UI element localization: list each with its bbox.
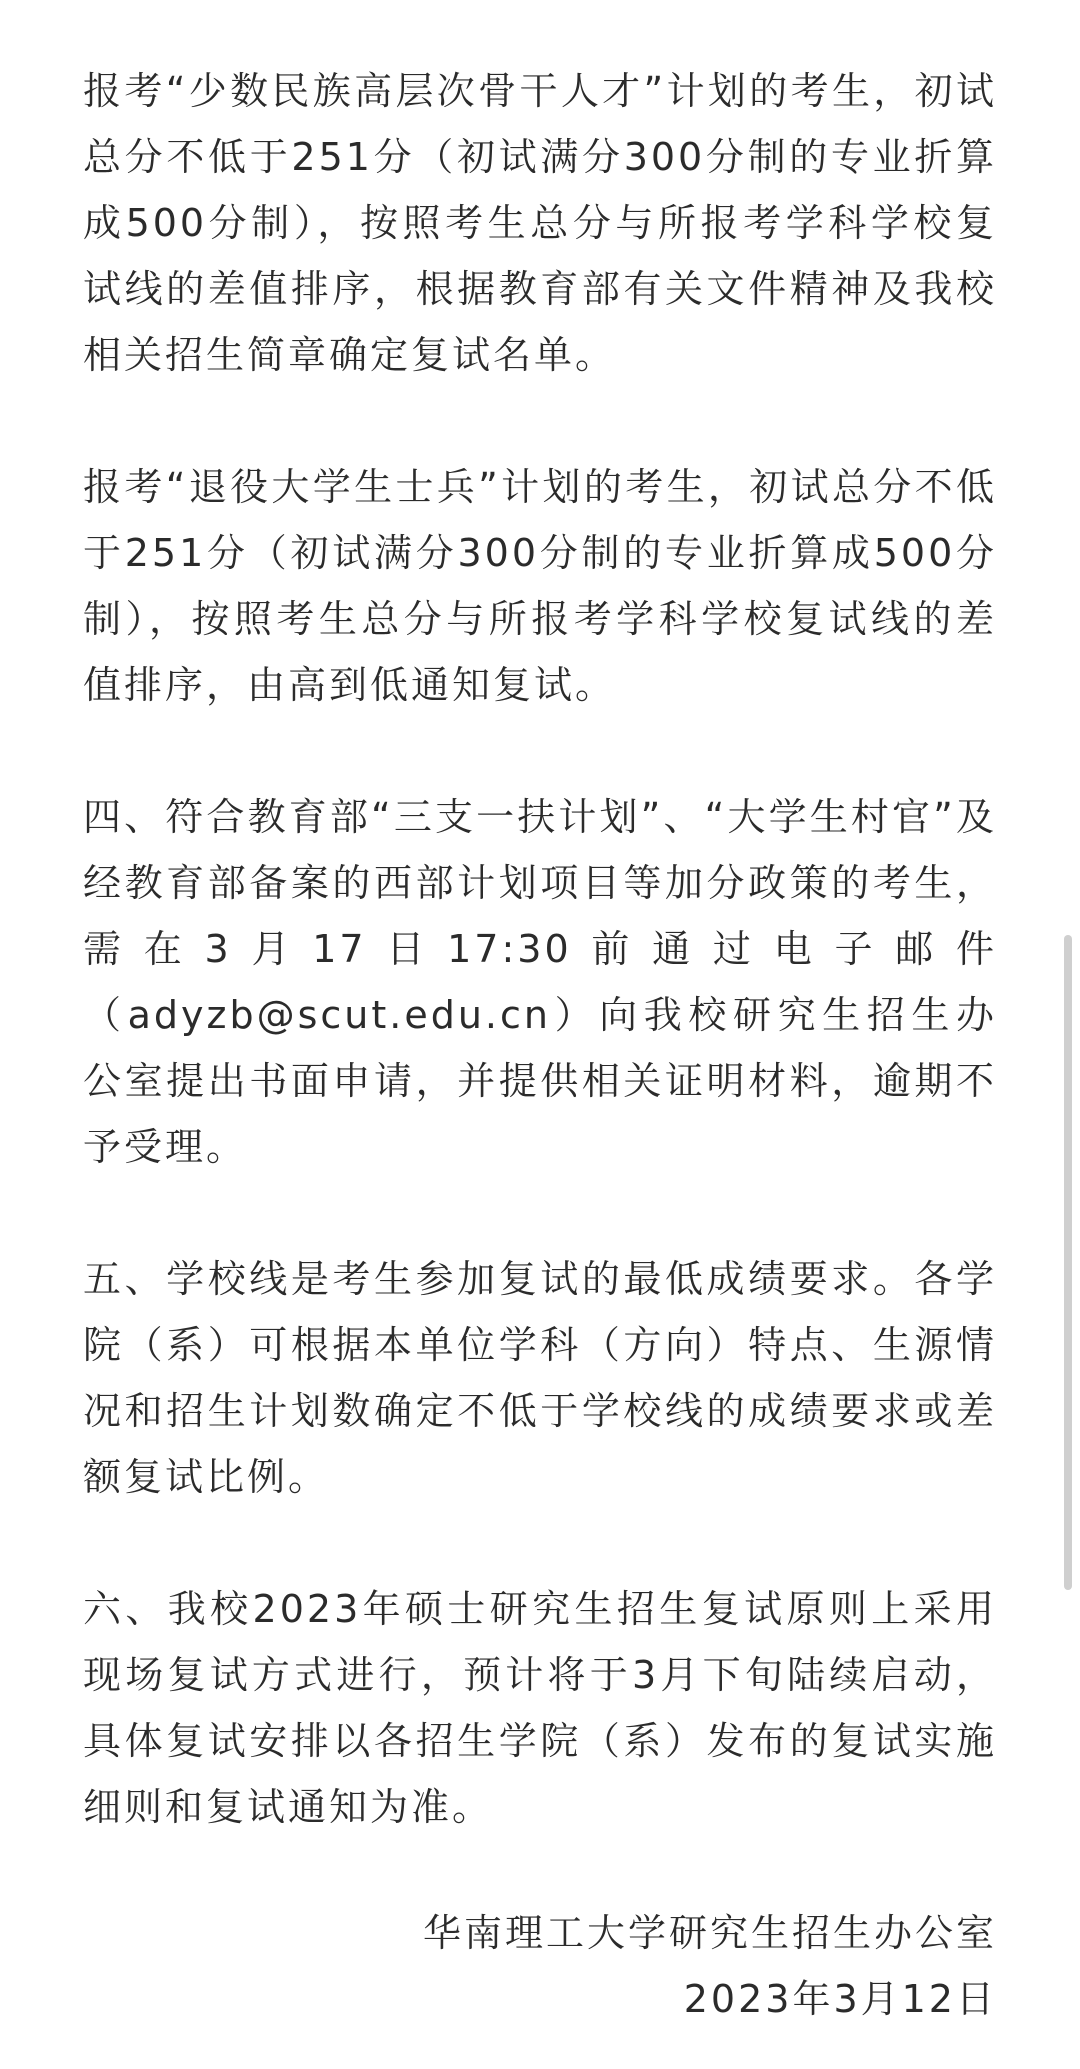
paragraph-veteran-plan: 报考“退役大学生士兵”计划的考生，初试总分不低于251分（初试满分300分制的专业折算成500分制），按照考生总分与所报考学科学校复试线的差值排序，由高到低通知复试。 [83, 465, 997, 707]
article-body [83, 58, 997, 1840]
signature-date: 2023年3月12日 [683, 1977, 997, 2021]
scrollbar-thumb[interactable] [1064, 935, 1072, 1590]
paragraph-bonus-policy: 四、符合教育部“三支一扶计划”、“大学生村官”及经教育部备案的西部计划项目等加分政策的考生，需在3月17日17:30前通过电子邮件（adyzb@scut.edu.cn）向我校研究生招生办公室提出书面申请，并提供相关证明材料，逾期不予受理。 [83, 795, 997, 1169]
signature-organization: 华南理工大学研究生招生办公室 [422, 1911, 997, 1955]
signature-block [423, 1900, 997, 2032]
paragraph-retest-arrangement: 六、我校2023年硕士研究生招生复试原则上采用现场复试方式进行，预计将于3月下旬陆续启动，具体复试安排以各招生学院（系）发布的复试实施细则和复试通知为准。 [83, 1587, 997, 1829]
paragraph-minority-plan: 报考“少数民族高层次骨干人才”计划的考生，初试总分不低于251分（初试满分300分制的专业折算成500分制），按照考生总分与所报考学科学校复试线的差值排序，根据教育部有关文件精神及我校相关招生简章确定复试名单。 [83, 69, 997, 377]
paragraph-school-line: 五、学校线是考生参加复试的最低成绩要求。各学院（系）可根据本单位学科（方向）特点、生源情况和招生计划数确定不低于学校线的成绩要求或差额复试比例。 [83, 1257, 997, 1499]
